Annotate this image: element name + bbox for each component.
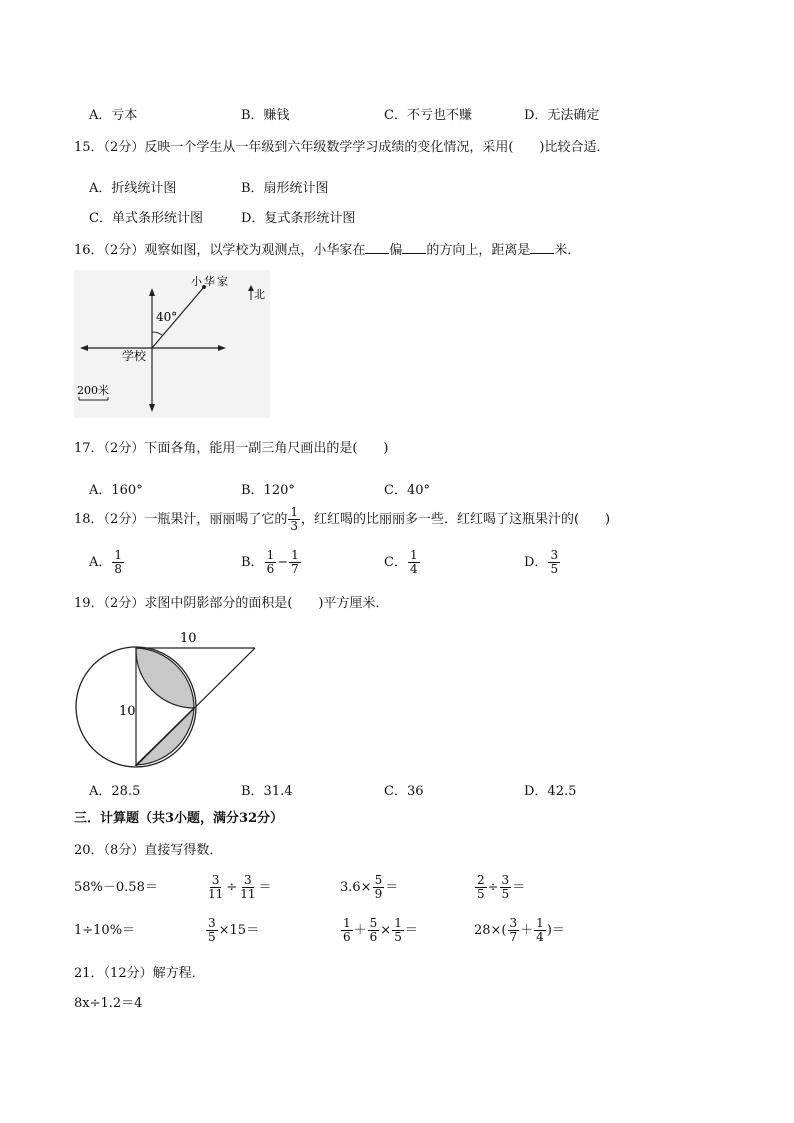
shaded-region-upper — [136, 648, 194, 708]
fraction — [238, 874, 257, 901]
scale-label: 200米 — [77, 384, 109, 397]
numerator: 1 — [290, 505, 298, 519]
q16-direction-figure — [74, 270, 270, 418]
q18-option-c — [384, 548, 421, 578]
denominator: 4 — [536, 930, 544, 944]
q20-expression-1 — [74, 873, 158, 903]
blank-line — [530, 241, 554, 254]
denominator: 5 — [208, 930, 216, 944]
operator: ÷ — [226, 880, 238, 895]
q18-option-d — [524, 548, 561, 578]
q20-expression-3 — [340, 873, 398, 903]
q14-option-d: D．无法确定 — [524, 108, 600, 123]
equals-sign: ＝ — [512, 880, 526, 895]
q20-expression-8 — [474, 916, 565, 946]
q14-option-c: C．不亏也不赚 — [384, 108, 472, 123]
home-label: 小华家 — [191, 275, 230, 288]
denominator: 5 — [550, 562, 559, 576]
blank-line — [365, 241, 389, 254]
q20-stem: 20．（8分）直接写得数． — [74, 843, 223, 858]
q15-option-a: A．折线统计图 — [89, 181, 177, 196]
q17-option-a: A．160° — [89, 483, 143, 498]
numerator: 3 — [501, 873, 510, 887]
numerator: 1 — [291, 548, 299, 562]
denominator: 5 — [477, 887, 485, 901]
q16-stem — [74, 241, 580, 259]
q14-option-b: B．赚钱 — [241, 108, 290, 123]
numerator: 5 — [374, 873, 383, 887]
q20-expression-6 — [205, 916, 259, 946]
q18-stem-part-a: 18．（2分）一瓶果汁，丽丽喝了它的 — [74, 512, 288, 527]
option-label: C． — [384, 555, 407, 570]
blank-line — [402, 241, 426, 254]
q18-option-a — [89, 548, 125, 578]
fraction — [392, 917, 404, 944]
fraction — [475, 874, 487, 901]
q19-option-b: B．31.4 — [241, 784, 293, 799]
equals-sign: ＝ — [258, 880, 272, 895]
operator: ÷ — [487, 880, 499, 895]
expression-text: 28×( — [474, 923, 507, 938]
q21-equation-1: 8x÷1.2＝4 — [74, 996, 143, 1011]
numerator: 1 — [266, 548, 275, 562]
operator: × — [380, 923, 392, 938]
numerator: 1 — [409, 548, 418, 562]
expression-text: 58%－0.58＝ — [74, 880, 158, 895]
q17-option-c: C．40° — [384, 483, 430, 498]
denominator: 9 — [374, 887, 383, 901]
q20-expression-2 — [205, 873, 271, 903]
numerator: 5 — [369, 916, 378, 930]
q16-stem-part-b: 偏 — [389, 243, 403, 258]
q18-stem — [74, 506, 610, 534]
q17-option-b: B．120° — [241, 483, 295, 498]
operator: ＋ — [520, 923, 534, 938]
q14-option-a: A．亏本 — [89, 108, 138, 123]
numerator: 1 — [343, 916, 351, 930]
fraction — [373, 874, 385, 901]
denominator: 5 — [501, 887, 510, 901]
numerator: 1 — [394, 916, 402, 930]
equals-sign: ＝ — [385, 880, 399, 895]
q17-stem: 17．（2分）下面各角，能用一副三角尺画出的是( ) — [74, 441, 389, 456]
q15-option-b: B．扇形统计图 — [241, 181, 329, 196]
denominator: 11 — [208, 887, 224, 901]
denominator: 5 — [394, 930, 402, 944]
option-label: B． — [241, 555, 264, 570]
numerator: 3 — [550, 548, 559, 562]
expression-text: )＝ — [546, 923, 565, 938]
school-label: 学校 — [122, 349, 147, 363]
denominator: 8 — [114, 562, 123, 576]
q20-expression-4 — [474, 873, 525, 903]
q16-stem-part-d: 米． — [554, 243, 581, 258]
fraction — [508, 917, 520, 944]
fraction — [112, 549, 124, 576]
q20-expression-5 — [74, 916, 135, 946]
fraction — [289, 549, 301, 576]
denominator: 6 — [266, 562, 275, 576]
numerator: 3 — [208, 916, 216, 930]
denominator: 7 — [291, 562, 299, 576]
fraction — [534, 917, 546, 944]
option-label: A． — [89, 555, 112, 570]
section-3-title: 三．计算题（共3小题，满分32分） — [74, 811, 284, 826]
q15-option-d: D．复式条形统计图 — [241, 211, 356, 226]
fraction — [548, 549, 560, 576]
q19-stem: 19．（2分）求图中阴影部分的面积是( )平方厘米． — [74, 596, 389, 611]
q21-stem: 21．（12分）解方程． — [74, 966, 205, 981]
q16-stem-part-c: 的方向上，距离是 — [426, 243, 531, 258]
q19-option-a: A．28.5 — [89, 784, 141, 799]
top-length-label: 10 — [180, 631, 197, 646]
fraction — [206, 874, 225, 901]
numerator: 3 — [211, 873, 220, 887]
expression-text: ×15＝ — [218, 923, 260, 938]
denominator: 6 — [343, 930, 351, 944]
q20-expression-7 — [340, 916, 418, 946]
denominator: 7 — [509, 930, 518, 944]
q18-stem-part-b: ，红红喝的比丽丽多一些．红红喝了这瓶果汁的( ) — [300, 512, 611, 527]
q15-stem: 15．（2分）反映一个学生从一年级到六年级数学学习成绩的变化情况，采用( )比较合适． — [74, 140, 610, 155]
angle-label: 40° — [156, 310, 178, 324]
numerator: 3 — [244, 873, 252, 887]
q19-option-d: D．42.5 — [524, 784, 577, 799]
numerator: 3 — [509, 916, 518, 930]
fraction — [265, 549, 277, 576]
q15-option-c: C．单式条形统计图 — [89, 211, 203, 226]
fraction — [206, 917, 218, 944]
q19-shaded-area-figure — [70, 625, 270, 773]
numerator: 2 — [477, 873, 485, 887]
denominator: 3 — [290, 519, 298, 533]
option-label: D． — [524, 555, 548, 570]
numerator: 1 — [536, 916, 544, 930]
fraction — [500, 874, 512, 901]
numerator: 1 — [114, 548, 123, 562]
q18-option-b — [241, 548, 302, 578]
operator: − — [277, 555, 289, 570]
fraction — [341, 917, 353, 944]
q19-option-c: C．36 — [384, 784, 424, 799]
denominator: 6 — [369, 930, 378, 944]
north-label: 北 — [254, 288, 265, 301]
expression-text: 1÷10%＝ — [74, 923, 136, 938]
fraction — [368, 917, 380, 944]
fraction — [408, 549, 420, 576]
operator: ＋ — [353, 923, 367, 938]
denominator: 11 — [240, 887, 256, 901]
denominator: 4 — [409, 562, 418, 576]
equals-sign: ＝ — [404, 923, 418, 938]
q18-stem-fraction — [288, 506, 300, 533]
q16-stem-part-a: 16．（2分）观察如图，以学校为观测点，小华家在 — [74, 243, 366, 258]
side-length-label: 10 — [119, 704, 136, 719]
expression-text: 3.6× — [340, 880, 372, 895]
